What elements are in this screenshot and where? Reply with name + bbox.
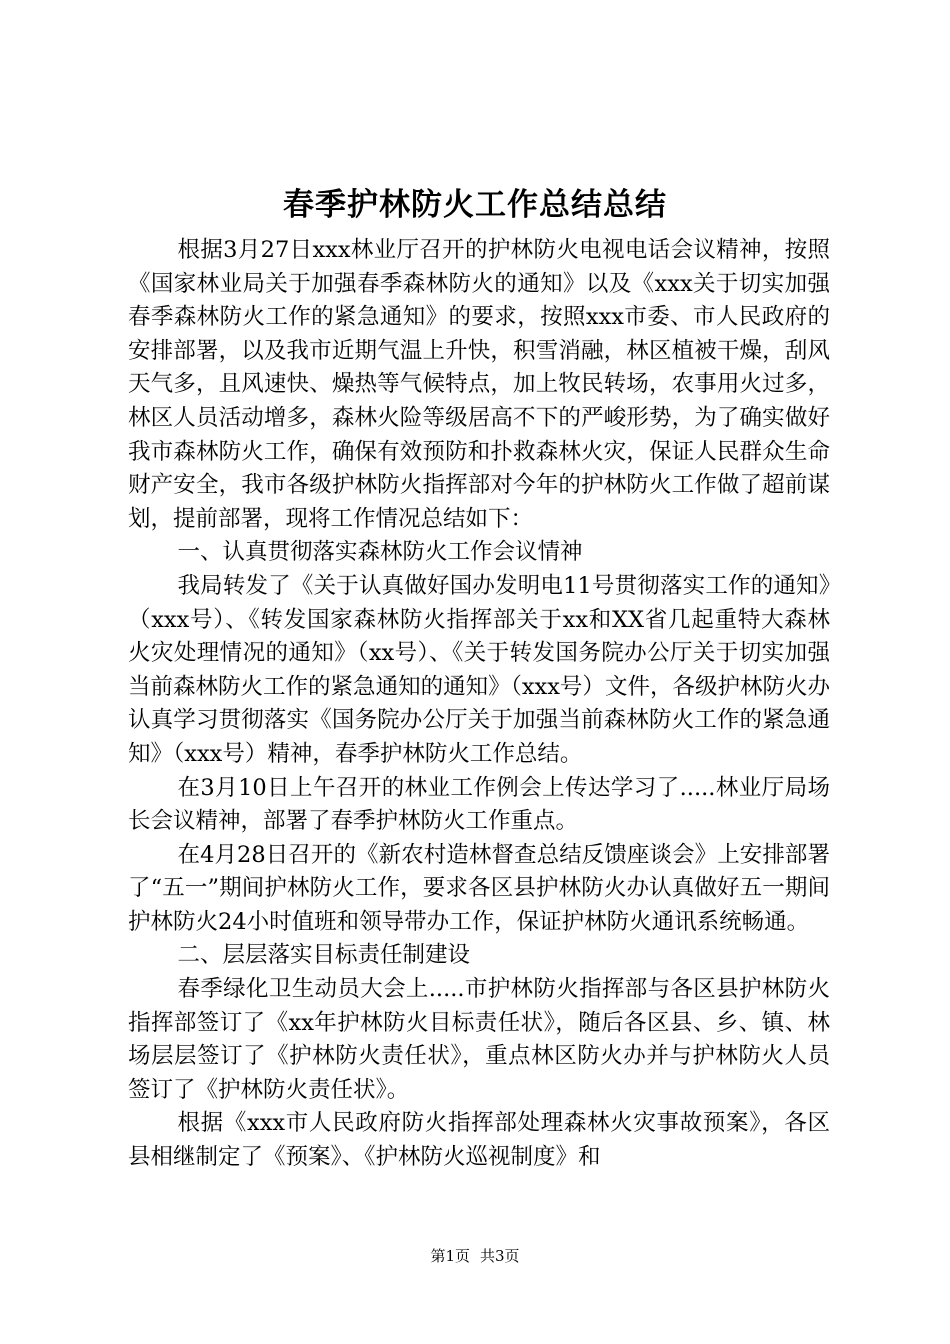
document-title: 春季护林防火工作总结总结: [283, 187, 667, 223]
paragraph: 我局转发了《关于认真做好国办发明电11号贯彻落实工作的通知》（xxx号）、《转发国家森林防火指挥部关于xx和XX省几起重特大森林火灾处理情况的通知》（xx号）、《关于转发国务院办公厅关于切实加强当前森林防火工作的紧急通知的通知》（xxx号）文件，各级护林防火办认真学习贯彻落实《国务院办公厅关于加强当前森林防火工作的紧急通知》（xxx号）精神，春季护林防火工作总结。: [128, 572, 830, 767]
paragraph: 在4月28日召开的《新农村造林督查总结反馈座谈会》上安排部署了“五一”期间护林防火工作，要求各区县护林防火办认真做好五一期间护林防火24小时值班和领导带办工作，保证护林防火通讯系统畅通。: [128, 841, 830, 935]
page-total: 共3页: [480, 1247, 520, 1265]
page-number: 第1页: [430, 1247, 470, 1265]
paragraph-intro: 根据3月27日xxx林业厅召开的护林防火电视电话会议精神，按照《国家林业局关于加强春季森林防火的通知》以及《xxx关于切实加强春季森林防火工作的紧急通知》的要求，按照xxx市委、市人民政府的安排部署，以及我市近期气温上升快，积雪消融，林区植被干燥，刮风天气多，且风速快、燥热等气候特点，加上牧民转场，农事用火过多，林区人员活动增多，森林火险等级居高不下的严峻形势，为了确实做好我市森林防火工作，确保有效预防和扑救森林火灾，保证人民群众生命财产安全，我市各级护林防火指挥部对今年的护林防火工作做了超前谋划，提前部署，现将工作情况总结如下：: [128, 237, 830, 532]
paragraph: 根据《xxx市人民政府防火指挥部处理森林火灾事故预案》，各区县相继制定了《预案》、《护林防火巡视制度》和: [128, 1110, 830, 1171]
page-footer: [0, 1246, 950, 1266]
paragraph: 在3月10日上午召开的林业工作例会上传达学习了.....林业厅局场长会议精神，部署了春季护林防火工作重点。: [128, 774, 830, 835]
paragraph: 春季绿化卫生动员大会上.....市护林防火指挥部与各区县护林防火指挥部签订了《xx年护林防火目标责任状》，随后各区县、乡、镇、林场层层签订了《护林防火责任状》，重点林区防火办并与护林防火人员签订了《护林防火责任状》。: [128, 976, 830, 1103]
document-body: [128, 234, 830, 1175]
section-heading-2: 二、层层落实目标责任制建设: [177, 942, 471, 969]
section-heading-1: 一、认真贯彻落实森林防火工作会议情神: [177, 539, 583, 566]
